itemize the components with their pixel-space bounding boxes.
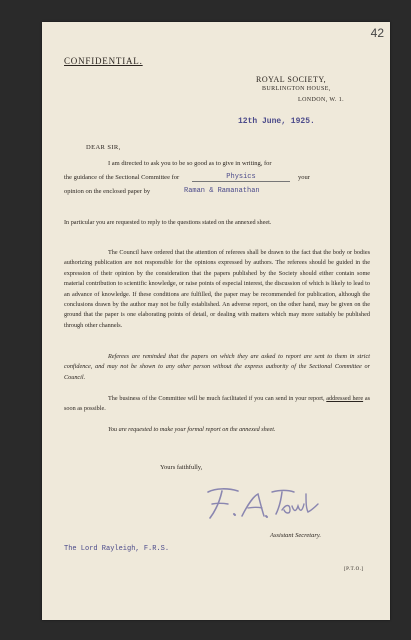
intro-line-2: the guidance of the Sectional Committee for [64, 174, 180, 181]
letter-date: 12th June, 1925. [238, 117, 315, 126]
authors-field: Raman & Ramanathan [184, 187, 260, 195]
closing: Yours faithfully, [160, 464, 203, 471]
subject-field: Physics [192, 173, 290, 182]
address-line-3: LONDON, W. 1. [298, 97, 345, 103]
business-text-underlined: addressed here [326, 395, 364, 402]
business-text-start: The business of the Committee will be much facilitated if you can send in your report, [108, 395, 325, 402]
signatory-title: Assistant Secretary. [270, 532, 322, 539]
paragraph-council: The Council have ordered that the attention of referees shall be drawn to the fact that the body or bodies authorizing publication are not responsible for the opinions expressed by authors. The referees should be guided in the expression of their opinion by the consideration that the papers published by the Society should either contain some material contribution to scientific knowledge, or raise points of especial interest, the discussion of which is likely to lead to an advance of knowledge. If these conditions are fulfilled, the paper may be recommended for publication, although the conclusions drawn by the author may not be fully established. An adverse report, on the other hand, may be given on the ground that the paper is one elaborating points of detail, or dealing with matters which may more suitably be published through other channels. [64, 249, 370, 329]
intro-line-2-end: your [298, 174, 310, 181]
paragraph-formal-report: You are requested to make your formal report on the annexed sheet. [108, 426, 276, 433]
letter-page [42, 22, 390, 620]
folio-number: 42 [370, 26, 384, 40]
intro-line-1: I am directed to ask you to be so good as to give in writing, for [108, 160, 272, 167]
paragraph-reminder: Referees are reminded that the papers on which they are asked to report are sent to them in strict confidence, and may not be shown to any other person without the express authority of the Sectional Committee or Council. [64, 353, 370, 381]
handwritten-signature [202, 482, 322, 526]
confidential-heading: CONFIDENTIAL. [64, 56, 143, 66]
address-line-2: BURLINGTON HOUSE, [262, 86, 331, 92]
form-code: [P.T.O.] [344, 567, 364, 572]
intro-line-3: opinion on the enclosed paper by [64, 188, 151, 195]
paragraph-business [64, 394, 370, 415]
business-text-end: as soon as possible. [64, 395, 371, 413]
salutation: DEAR SIR, [86, 144, 121, 151]
address-line-1: ROYAL SOCIETY, [256, 75, 327, 84]
recipient: The Lord Rayleigh, F.R.S. [64, 545, 170, 553]
paragraph-questions: In particular you are requested to reply to the questions stated on the annexed sheet. [64, 219, 272, 226]
